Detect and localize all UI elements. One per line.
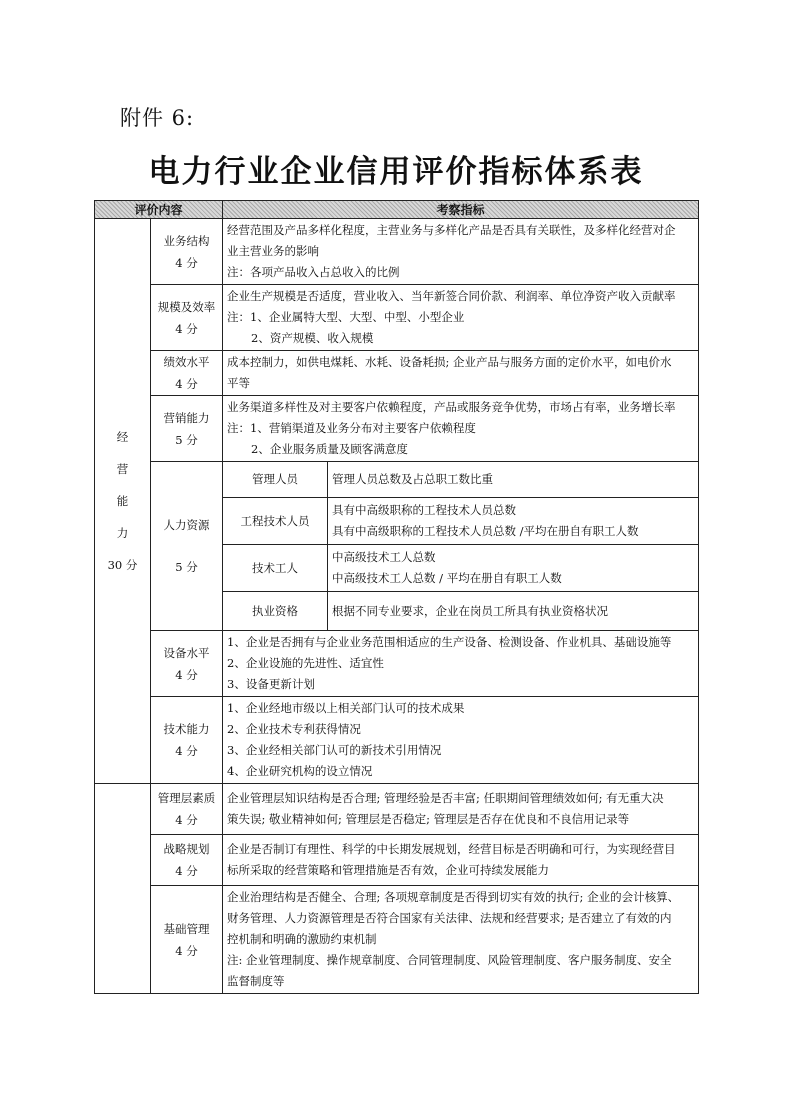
evaluation-table [94, 200, 699, 994]
sub-equipment-level: 设备水平 4 分 [151, 631, 223, 697]
category-operating-ability: 经 营 能 力 30 分 [95, 219, 151, 784]
indicator-technical-ability: 1、企业经地市级以上相关部门认可的技术成果 2、企业技术专利获得情况 3、企业经相关部门认可的新技术引用情况 4、企业研究机构的设立情况 [223, 697, 699, 784]
indicator-performance-level: 成本控制力，如供电煤耗、水耗、设备耗损; 企业产品与服务方面的定价水平，如电价水 平等 [223, 351, 699, 396]
sub-scale-efficiency: 规模及效率 4 分 [151, 285, 223, 351]
sub-business-structure: 业务结构 4 分 [151, 219, 223, 285]
sub-marketing-ability: 营销能力 5 分 [151, 396, 223, 462]
sub-strategic-planning: 战略规划 4 分 [151, 835, 223, 886]
sub-technical-ability: 技术能力 4 分 [151, 697, 223, 784]
attachment-label: 附件 6: [120, 106, 195, 130]
sub-performance-level: 绩效水平 4 分 [151, 351, 223, 396]
table-row [95, 835, 699, 886]
table-row [95, 784, 699, 835]
page-title: 电力行业企业信用评价指标体系表 [148, 154, 644, 190]
hr-row-qualification: 执业资格 根据不同专业要求，企业在岗员工所具有执业资格状况 [223, 592, 698, 631]
table-header-row [95, 201, 699, 219]
table-row [95, 697, 699, 784]
table-row [95, 219, 699, 285]
indicator-strategic-planning: 企业是否制订有理性、科学的中长期发展规划，经营目标是否明确和可行，为实现经营目 标所采取的经营策略和管理措施是否有效，企业可持续发展能力 [223, 835, 699, 886]
category-score: 30 分 [107, 558, 138, 572]
hr-subtable [223, 462, 698, 630]
indicator-scale-efficiency: 企业生产规模是否适度，营业收入、当年新签合同价款、利润率、单位净资产收入贡献率 注：1、企业属特大型、大型、中型、小型企业 2、资产规模、收入规模 [223, 285, 699, 351]
table-row [95, 351, 699, 396]
category-management [95, 784, 151, 994]
indicator-equipment-level: 1、企业是否拥有与企业业务范围相适应的生产设备、检测设备、作业机具、基础设施等 2、企业设施的先进性、适宜性 3、设备更新计划 [223, 631, 699, 697]
sub-management-quality: 管理层素质 4 分 [151, 784, 223, 835]
indicator-business-structure: 经营范围及产品多样化程度，主营业务与多样化产品是否具有关联性，及多样化经营对企 业主营业务的影响 注：各项产品收入占总收入的比例 [223, 219, 699, 285]
indicator-human-resources [223, 462, 699, 631]
hr-row-technicians: 技术工人 中高级技术工人总数 中高级技术工人总数 / 平均在册自有职工人数 [223, 545, 698, 592]
table-row [95, 285, 699, 351]
table-row [95, 396, 699, 462]
table-row [95, 631, 699, 697]
table-row [95, 462, 699, 631]
sub-human-resources: 人力资源 5 分 [151, 462, 223, 631]
indicator-marketing-ability: 业务渠道多样性及对主要客户依赖程度，产品或服务竞争优势，市场占有率，业务增长率 注：1、营销渠道及业务分布对主要客户依赖程度 2、企业服务质量及顾客满意度 [223, 396, 699, 462]
indicator-basic-management: 企业治理结构是否健全、合理; 各项规章制度是否得到切实有效的执行; 企业的会计核算、 财务管理、人力资源管理是否符合国家有关法律、法规和经营要求; 是否建立了有效的内 控机制和明确的激励约束机制 注: 企业管理制度、操作规章制度、合同管理制度、风险管理制度、客户服务制度、安全 监督制度等 [223, 886, 699, 994]
indicator-management-quality: 企业管理层知识结构是否合理; 管理经验是否丰富; 任职期间管理绩效如何; 有无重大决 策失误; 敬业精神如何; 管理层是否稳定; 管理层是否存在优良和不良信用记录等 [223, 784, 699, 835]
sub-basic-management: 基础管理 4 分 [151, 886, 223, 994]
hr-row-engineers: 工程技术人员 具有中高级职称的工程技术人员总数 具有中高级职称的工程技术人员总数 /平均在册自有职工人数 [223, 498, 698, 545]
hr-row-managers: 管理人员 管理人员总数及占总职工数比重 [223, 462, 698, 498]
header-indicators: 考察指标 [223, 201, 699, 219]
table-row [95, 886, 699, 994]
header-eval-content: 评价内容 [95, 201, 223, 219]
